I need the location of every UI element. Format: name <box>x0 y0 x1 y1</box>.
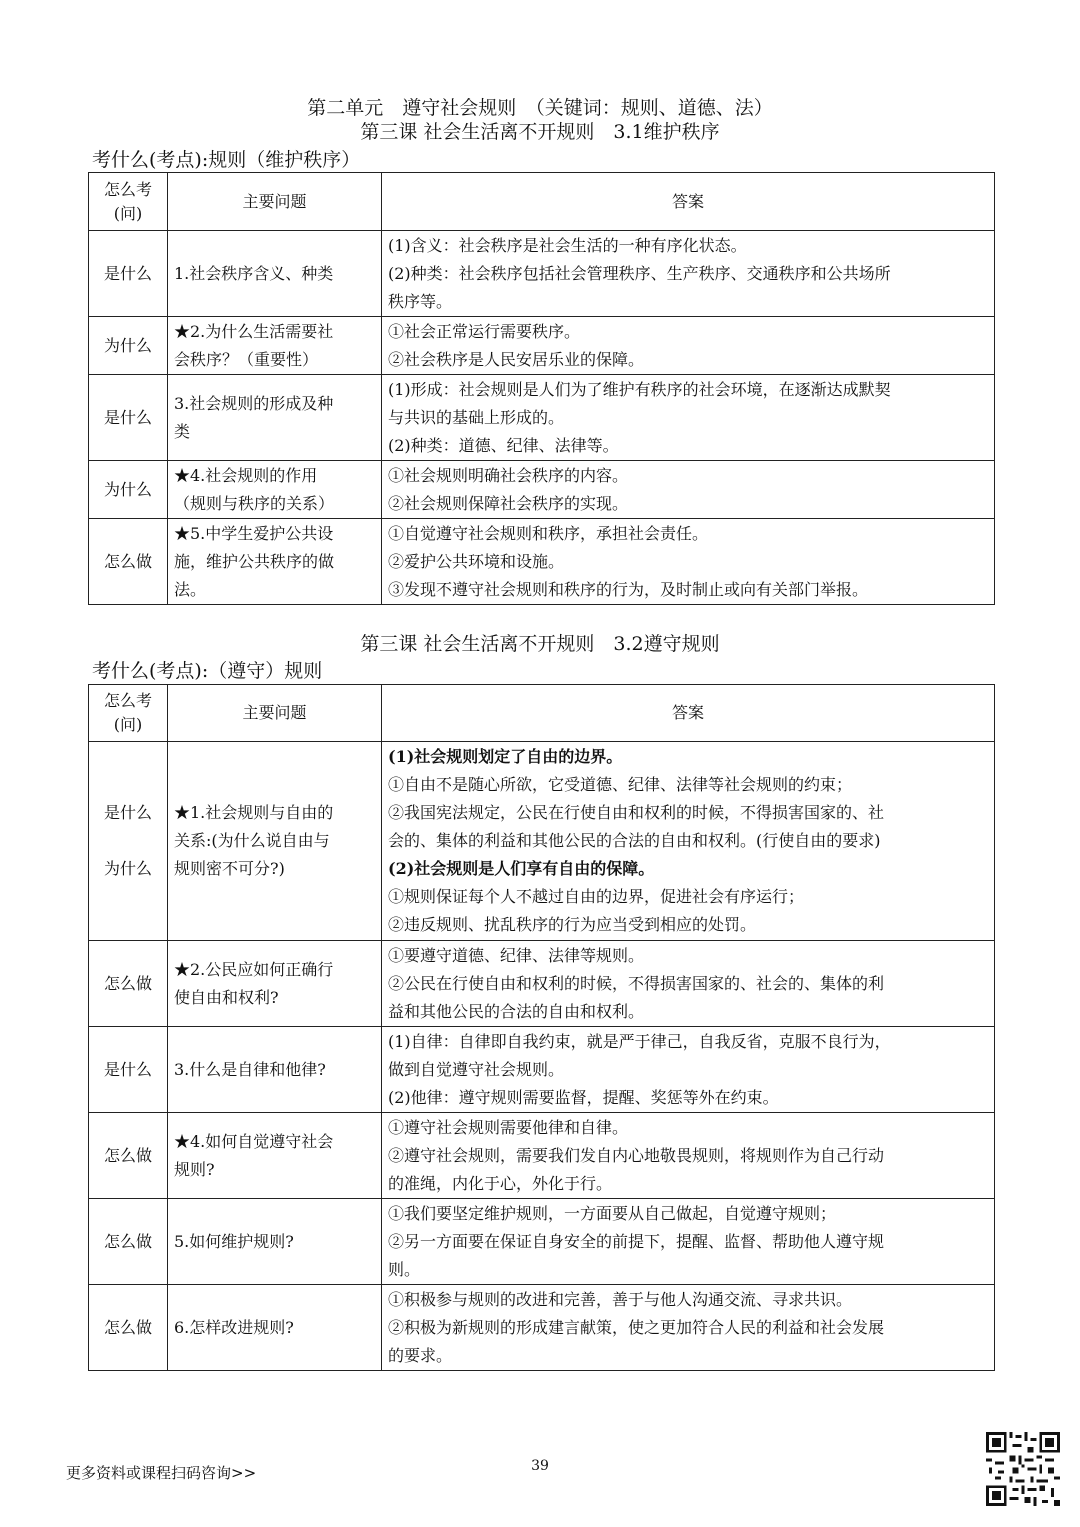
table-lesson-1 <box>88 172 995 605</box>
page-number: 39 <box>531 1458 549 1474</box>
unit-title: 第二单元 遵守社会规则 （关键词：规则、道德、法） <box>307 97 773 119</box>
row-answer: (1)自律：自律即自我约束，就是严于律己，自我反省，克服不良行为， 做到自觉遵守社会规则。 (2)他律：遵守规则需要监督，提醒、奖惩等外在约束。 <box>382 1027 995 1113</box>
row-issue: ★2.为什么生活需要社 会秩序？（重要性） <box>168 317 382 375</box>
header-answer: 答案 <box>382 173 995 231</box>
header-how: 怎么考(问) <box>89 173 168 231</box>
table-row <box>89 941 995 1027</box>
row-how: 怎么做 <box>89 1113 168 1199</box>
row-answer: ①社会正常运行需要秩序。 ②社会秩序是人民安居乐业的保障。 <box>382 317 995 375</box>
row-issue: ★5.中学生爱护公共设 施，维护公共秩序的做 法。 <box>168 519 382 605</box>
table-lesson-2 <box>88 684 995 1371</box>
row-answer: ①我们要坚定维护规则，一方面要从自己做起，自觉遵守规则； ②另一方面要在保证自身安全的前提下，提醒、监督、帮助他人遵守规 则。 <box>382 1199 995 1285</box>
row-issue: ★4.如何自觉遵守社会 规则? <box>168 1113 382 1199</box>
row-how: 怎么做 <box>89 1199 168 1285</box>
row-how: 为什么 <box>89 461 168 519</box>
lesson-title-1: 第三课 社会生活离不开规则 3.1维护秩序 <box>360 121 720 143</box>
row-answer: (1)形成：社会规则是人们为了维护有秩序的社会环境，在逐渐达成默契 与共识的基础上形成的。 (2)种类：道德、纪律、法律等。 <box>382 375 995 461</box>
header-how: 怎么考(问) <box>89 685 168 742</box>
table-row <box>89 1027 995 1113</box>
row-answer: ①社会规则明确社会秩序的内容。 ②社会规则保障社会秩序的实现。 <box>382 461 995 519</box>
row-issue: 6.怎样改进规则? <box>168 1285 382 1371</box>
topic-2: 考什么(考点):（遵守）规则 <box>92 660 323 682</box>
qr-code-icon[interactable] <box>986 1432 1060 1506</box>
row-answer: (1)含义：社会秩序是社会生活的一种有序化状态。 (2)种类：社会秩序包括社会管理秩序、生产秩序、交通秩序和公共场所 秩序等。 <box>382 231 995 317</box>
row-answer: ①遵守社会规则需要他律和自律。 ②遵守社会规则，需要我们发自内心地敬畏规则，将规则作为自己行动 的准绳，内化于心，外化于行。 <box>382 1113 995 1199</box>
row-how: 是什么 <box>89 1027 168 1113</box>
row-issue: ★2.公民应如何正确行 使自由和权利? <box>168 941 382 1027</box>
table-row <box>89 231 995 317</box>
row-answer: ①积极参与规则的改进和完善，善于与他人沟通交流、寻求共识。 ②积极为新规则的形成建言献策，使之更加符合人民的利益和社会发展 的要求。 <box>382 1285 995 1371</box>
row-how: 是什么 <box>89 375 168 461</box>
header-answer: 答案 <box>382 685 995 742</box>
row-issue: 3.社会规则的形成及种 类 <box>168 375 382 461</box>
header-issue: 主要问题 <box>168 685 382 742</box>
table-row <box>89 519 995 605</box>
row-answer: ①要遵守道德、纪律、法律等规则。 ②公民在行使自由和权利的时候，不得损害国家的、社会的、集体的利 益和其他公民的合法的自由和权利。 <box>382 941 995 1027</box>
table-row <box>89 317 995 375</box>
table-row <box>89 742 995 941</box>
row-answer: (1)社会规则划定了自由的边界。 ①自由不是随心所欲，它受道德、纪律、法律等社会规则的约束； ②我国宪法规定，公民在行使自由和权利的时候，不得损害国家的、社 会的、集体的利益和其他公民的合法的自由和权利。(行使自由的要求) (2)社会规则是人们享有自由的保障。 ①规则保证每个人不越过自由的边界，促进社会有序运行； ②违反规则、扰乱秩序的行为应当受到相应的处罚。 <box>382 742 995 941</box>
row-how: 怎么做 <box>89 519 168 605</box>
lesson-title-2: 第三课 社会生活离不开规则 3.2遵守规则 <box>360 633 720 655</box>
row-issue: ★1.社会规则与自由的 关系:(为什么说自由与 规则密不可分?) <box>168 742 382 941</box>
row-issue: 3.什么是自律和他律? <box>168 1027 382 1113</box>
row-answer: ①自觉遵守社会规则和秩序，承担社会责任。 ②爱护公共环境和设施。 ③发现不遵守社会规则和秩序的行为，及时制止或向有关部门举报。 <box>382 519 995 605</box>
table-row <box>89 1113 995 1199</box>
table-row <box>89 1199 995 1285</box>
row-how: 怎么做 <box>89 1285 168 1371</box>
header-issue: 主要问题 <box>168 173 382 231</box>
footer-text: 更多资料或课程扫码咨询>> <box>66 1464 257 1482</box>
row-how: 怎么做 <box>89 941 168 1027</box>
row-how: 是什么 为什么 <box>89 742 168 941</box>
row-how: 是什么 <box>89 231 168 317</box>
row-issue: ★4.社会规则的作用 （规则与秩序的关系） <box>168 461 382 519</box>
table-row <box>89 1285 995 1371</box>
topic-1: 考什么(考点):规则（维护秩序） <box>92 149 361 171</box>
row-how: 为什么 <box>89 317 168 375</box>
table-row <box>89 461 995 519</box>
row-issue: 1.社会秩序含义、种类 <box>168 231 382 317</box>
row-issue: 5.如何维护规则? <box>168 1199 382 1285</box>
table-row <box>89 375 995 461</box>
